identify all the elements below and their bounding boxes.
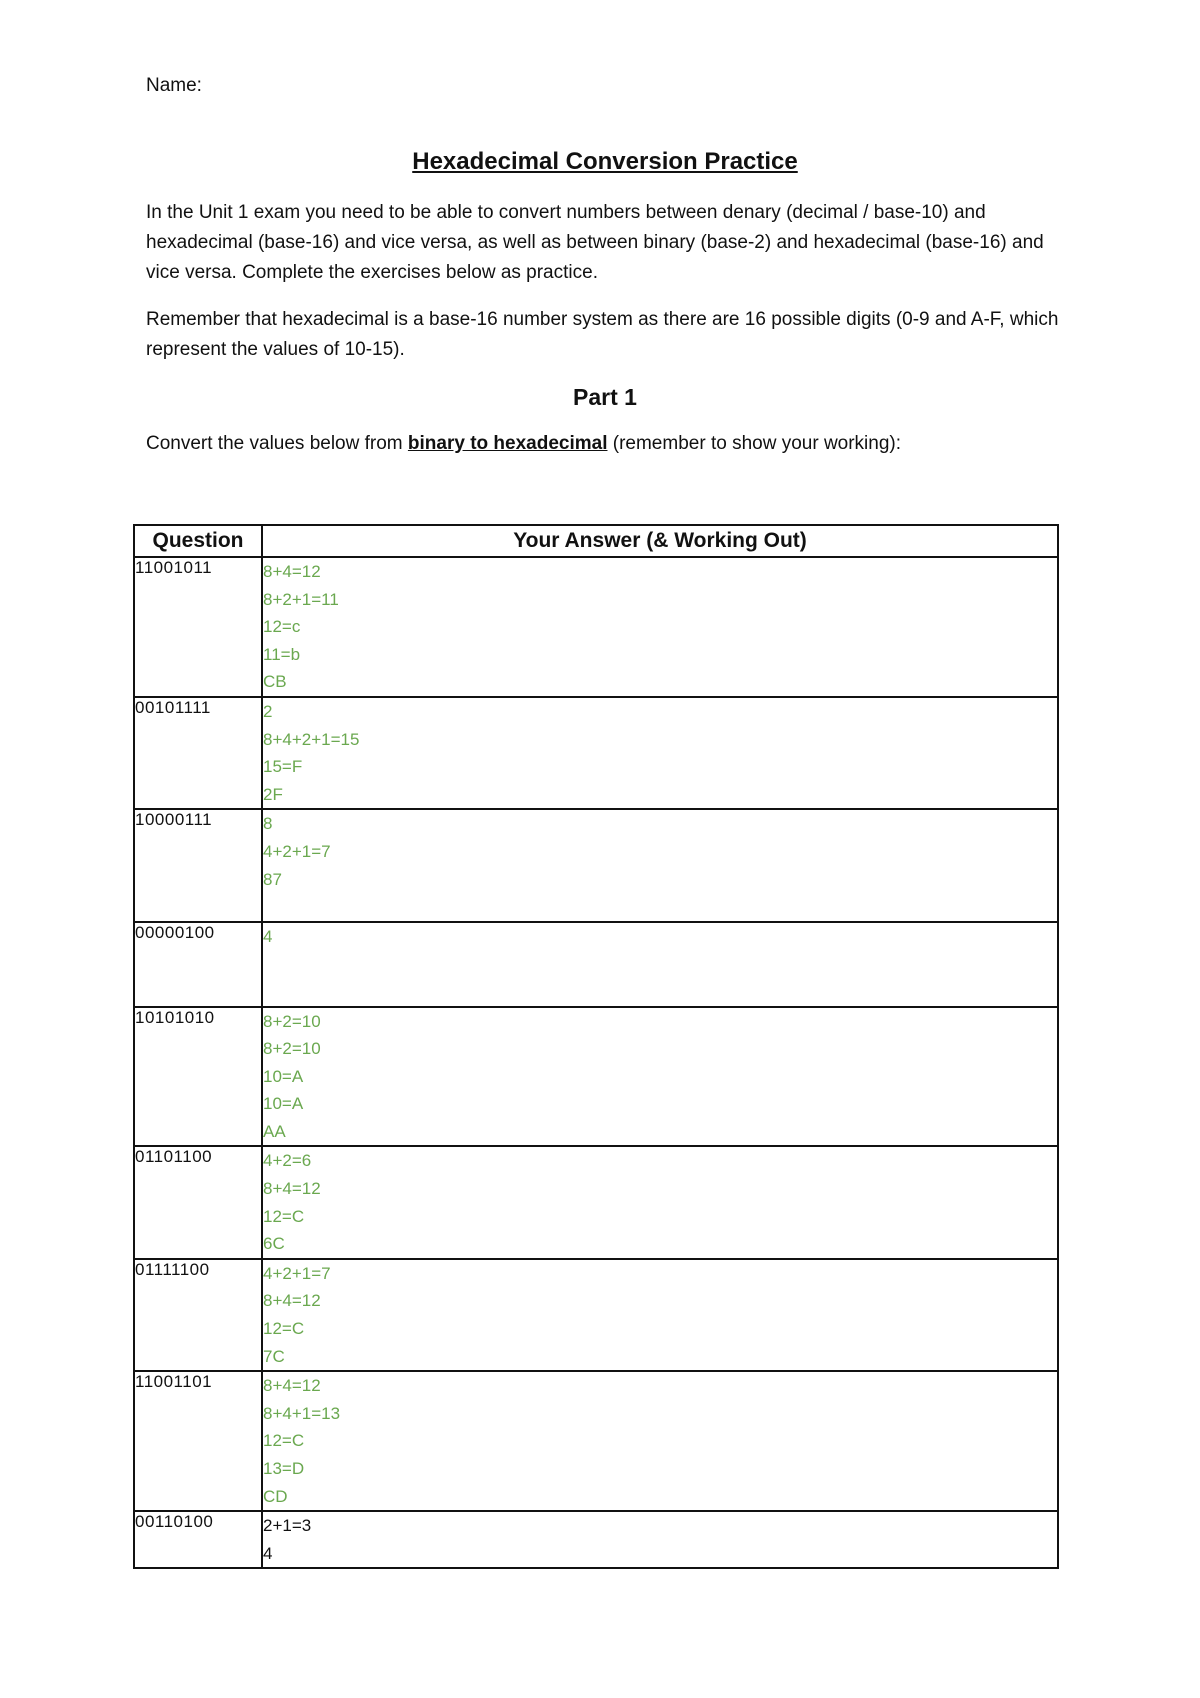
instruction-before: Convert the values below from xyxy=(146,433,408,454)
column-header-answer: Your Answer (& Working Out) xyxy=(262,525,1058,557)
answer-line: 8+2=10 xyxy=(263,1039,321,1059)
answer-line: 8+2=10 xyxy=(263,1011,321,1031)
intro-paragraph-1: In the Unit 1 exam you need to be able to convert numbers between denary (decimal / base-10) and hexadecimal (base-16) and vice versa, as well as between binary (base-2) and hexadecimal (base-16) and vice versa. Complete the exercises below as practice. xyxy=(146,202,1044,283)
table-row xyxy=(134,1371,1058,1511)
answer-cell[interactable] xyxy=(262,1007,1058,1147)
answer-cell[interactable] xyxy=(262,697,1058,809)
answer-line: 8+4=12 xyxy=(263,1179,321,1199)
instruction-text xyxy=(146,433,901,455)
question-cell: 00000100 xyxy=(134,922,262,1007)
table-row xyxy=(134,1259,1058,1371)
table-row xyxy=(134,922,1058,1007)
answer-line: 6C xyxy=(263,1234,285,1254)
question-cell: 10000111 xyxy=(134,809,262,921)
answer-line: 87 xyxy=(263,869,282,889)
answer-line: 4+2+1=7 xyxy=(263,841,331,861)
answer-line: 15=F xyxy=(263,757,303,777)
name-label: Name: xyxy=(146,75,202,96)
answer-line: 2F xyxy=(263,784,283,804)
intro-paragraph-2: Remember that hexadecimal is a base-16 number system as there are 16 possible digits (0-9 and A-F, which represent the values of 10-15). xyxy=(146,309,1059,360)
instruction-after: (remember to show your working): xyxy=(607,433,902,454)
question-cell: 10101010 xyxy=(134,1007,262,1147)
table-row xyxy=(134,557,1058,697)
answer-cell[interactable] xyxy=(262,922,1058,1007)
answer-line: 4 xyxy=(263,1543,273,1563)
table-header-row xyxy=(134,525,1058,557)
answer-line: 11=b xyxy=(263,644,301,664)
answer-line: 2 xyxy=(263,701,273,721)
question-cell: 01101100 xyxy=(134,1146,262,1258)
part-title: Part 1 xyxy=(573,384,637,410)
answer-line: 8+4=12 xyxy=(263,1376,321,1396)
answer-line: 8+4=12 xyxy=(263,562,321,581)
answer-line: 8+2+1=11 xyxy=(263,589,339,609)
answer-line: CD xyxy=(263,1486,288,1506)
practice-table xyxy=(133,524,1059,1569)
answer-line: CB xyxy=(263,672,287,692)
table-body xyxy=(134,557,1058,1568)
table-row xyxy=(134,697,1058,809)
answer-line: 8 xyxy=(263,814,273,834)
answer-line: 8+4=12 xyxy=(263,1291,321,1311)
question-cell: 11001101 xyxy=(134,1371,262,1511)
answer-line: 10=A xyxy=(263,1094,304,1114)
answer-cell[interactable] xyxy=(262,557,1058,697)
answer-line: AA xyxy=(263,1121,286,1141)
answer-line: 12=c xyxy=(263,617,301,637)
column-header-question: Question xyxy=(134,525,262,557)
table-row xyxy=(134,1007,1058,1147)
answer-line: 8+4+1=13 xyxy=(263,1403,341,1423)
answer-cell[interactable] xyxy=(262,1259,1058,1371)
blank-answer-line xyxy=(263,950,1057,978)
answer-line: 8+4+2+1=15 xyxy=(263,729,360,749)
answer-cell[interactable] xyxy=(262,809,1058,921)
answer-line: 4+2=6 xyxy=(263,1151,312,1171)
answer-line: 4+2+1=7 xyxy=(263,1263,331,1283)
table-row xyxy=(134,809,1058,921)
question-cell: 00101111 xyxy=(134,697,262,809)
answer-line: 12=C xyxy=(263,1431,305,1451)
page-title: Hexadecimal Conversion Practice xyxy=(412,148,798,175)
answer-cell[interactable] xyxy=(262,1146,1058,1258)
table-row xyxy=(134,1146,1058,1258)
answer-cell[interactable] xyxy=(262,1511,1058,1568)
answer-line: 7C xyxy=(263,1346,285,1366)
instruction-emphasis: binary to hexadecimal xyxy=(407,433,608,454)
question-cell: 11001011 xyxy=(134,557,262,697)
question-cell: 00110100 xyxy=(134,1511,262,1568)
answer-line: 12=C xyxy=(263,1206,305,1226)
blank-answer-line xyxy=(263,978,1057,1006)
answer-line: 13=D xyxy=(263,1459,305,1478)
blank-answer-line xyxy=(263,893,1057,921)
table-row xyxy=(134,1511,1058,1568)
answer-cell[interactable] xyxy=(262,1371,1058,1511)
answer-line: 2+1=3 xyxy=(263,1516,312,1536)
answer-line: 4 xyxy=(263,926,273,946)
answer-line: 10=A xyxy=(263,1066,304,1086)
answer-line: 12=C xyxy=(263,1319,305,1339)
question-cell: 01111100 xyxy=(134,1259,262,1371)
